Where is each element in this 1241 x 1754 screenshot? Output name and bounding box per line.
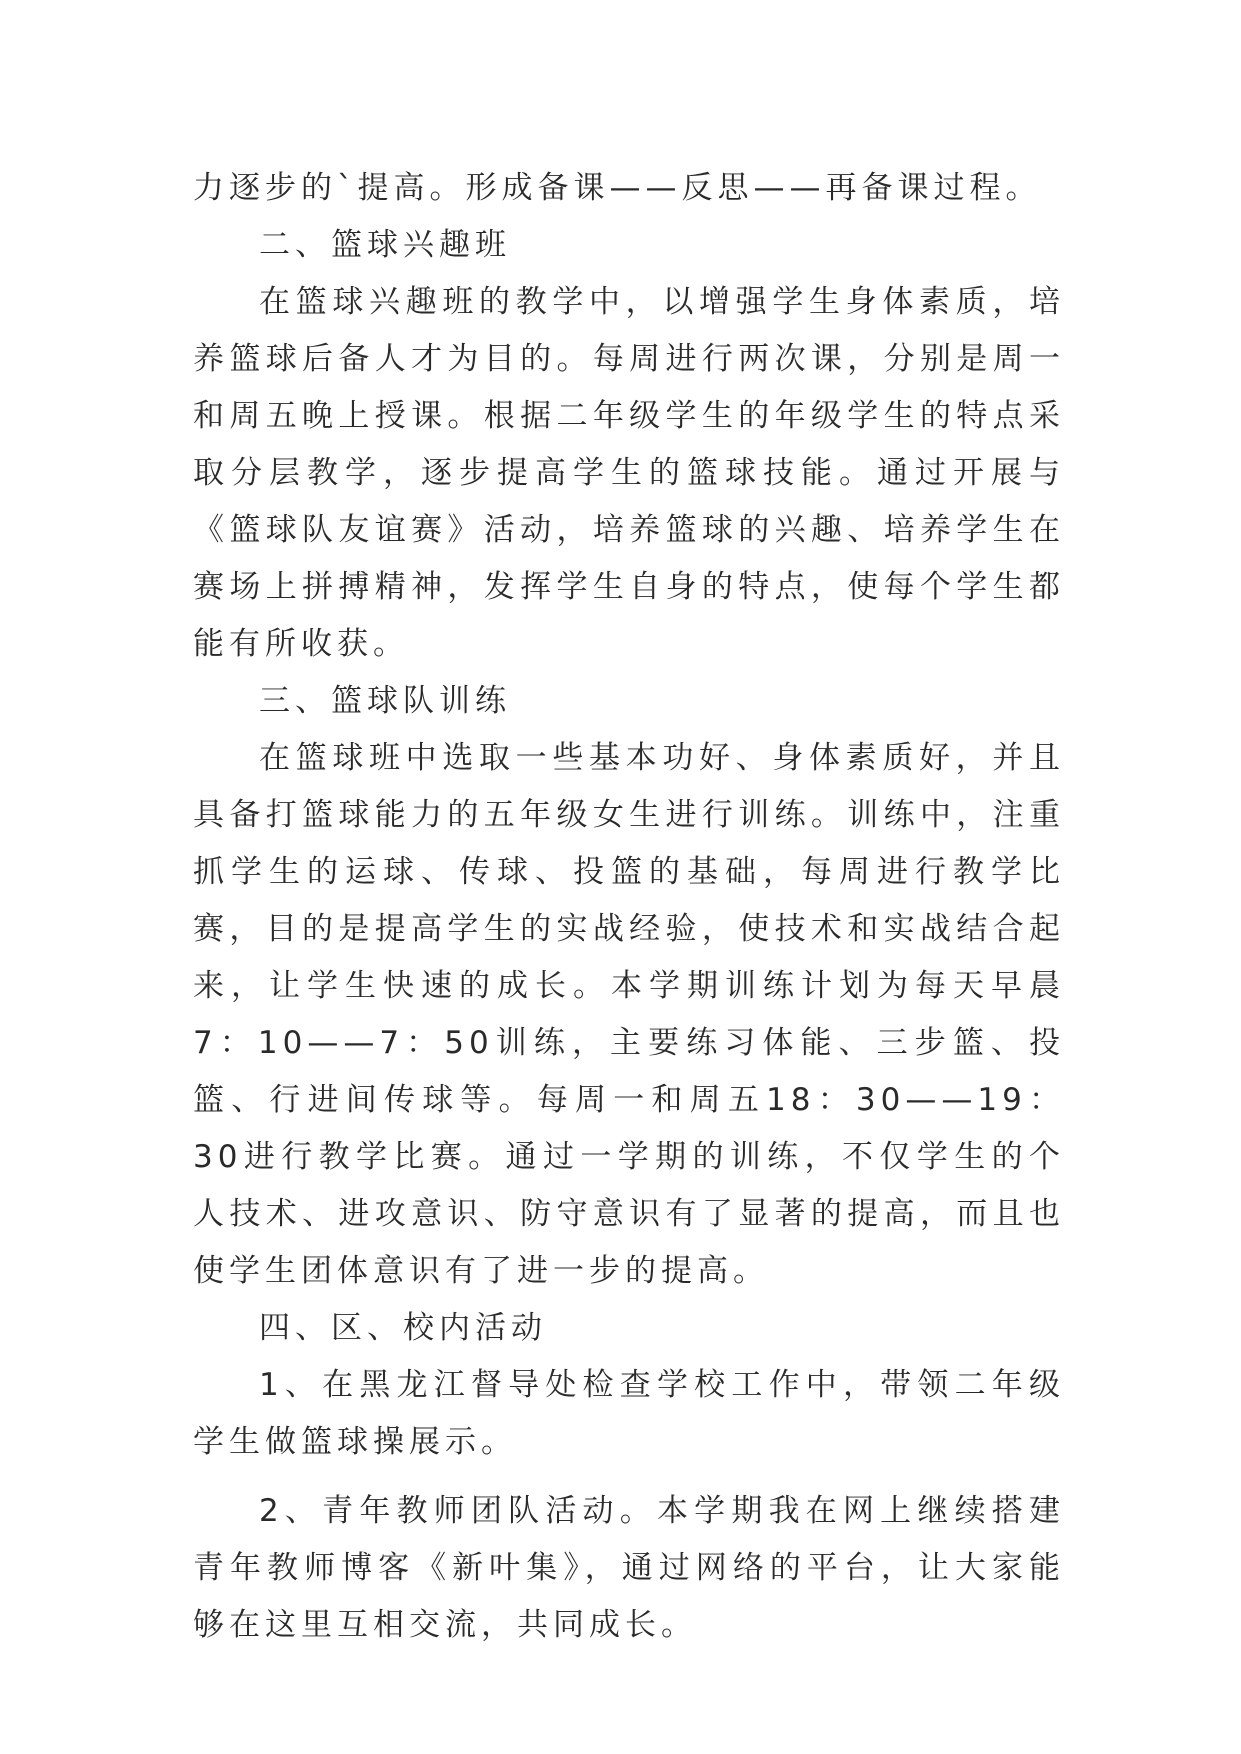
section-heading-basketball-interest-class: 二、篮球兴趣班 [259, 227, 511, 263]
paragraph-interest-class: 在篮球兴趣班的教学中，以增强学生身体素质，培养篮球后备人才为目的。每周进行两次课，分别是周一和周五晚上授课。根据二年级学生的年级学生的特点采取分层教学，逐步提高学生的篮球技能。通过开展与《篮球队友谊赛》活动，培养篮球的兴趣、培养学生在赛场上拼搏精神，发挥学生自身的特点，使每个学生都能有所收获。 [193, 284, 1065, 662]
paragraph-continuation: 力逐步的`提高。形成备课——反思——再备课过程。 [193, 170, 1042, 206]
paragraph-activity-1: 1、在黑龙江督导处检查学校工作中，带领二年级学生做篮球操展示。 [193, 1367, 1065, 1460]
document-body [193, 160, 1065, 1654]
paragraph-activity-2: 2、青年教师团队活动。本学期我在网上继续搭建青年教师博客《新叶集》，通过网络的平台，让大家能够在这里互相交流，共同成长。 [193, 1493, 1065, 1643]
section-heading-basketball-team-training: 三、篮球队训练 [259, 683, 511, 719]
paragraph-team-training: 在篮球班中选取一些基本功好、身体素质好，并且具备打篮球能力的五年级女生进行训练。训练中，注重抓学生的运球、传球、投篮的基础，每周进行教学比赛，目的是提高学生的实战经验，使技术和实战结合起来，让学生快速的成长。本学期训练计划为每天早晨7：10——7：50训练，主要练习体能、三步篮、投篮、行进间传球等。每周一和周五18：30——19：30进行教学比赛。通过一学期的训练，不仅学生的个人技术、进攻意识、防守意识有了显著的提高，而且也使学生团体意识有了进一步的提高。 [193, 740, 1065, 1289]
section-heading-activities: 四、区、校内活动 [259, 1310, 547, 1346]
